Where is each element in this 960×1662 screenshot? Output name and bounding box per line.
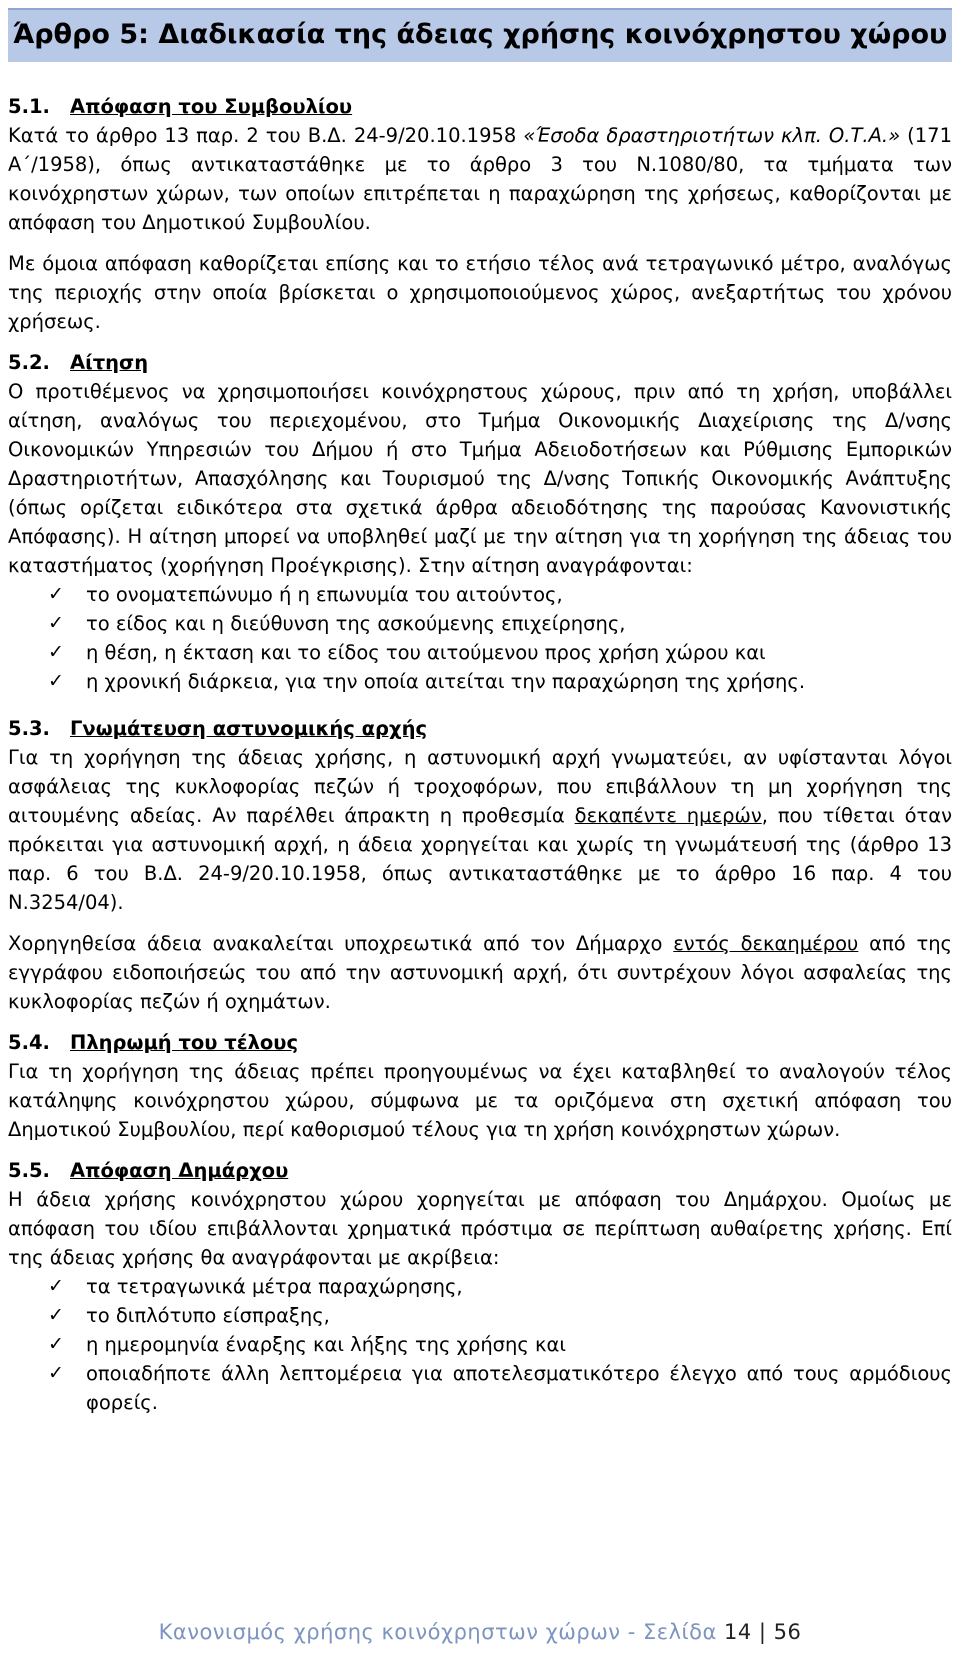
section-5-3-heading [8, 714, 952, 743]
section-title: Πληρωμή του τέλους [70, 1031, 299, 1054]
list-item: ✓ οποιαδήποτε άλλη λεπτομέρεια για αποτελεσματικότερο έλεγχο από τους αρμόδιους φορείς. [8, 1359, 952, 1417]
section-5-3-paragraph-2: Χορηγηθείσα άδεια ανακαλείται υποχρεωτικά από τον Δήμαρχο εντός δεκαημέρου από της εγγράφου ειδοποιήσεώς του από την αστυνομική αρχή, ότι συντρέχουν λόγοι ασφαλείας της κυκλοφορίας πεζών ή οχημάτων. [8, 932, 952, 1013]
section-title: Απόφαση του Συμβουλίου [70, 95, 353, 118]
footer-text: Κανονισμός χρήσης κοινόχρηστων χώρων - Σελίδα [158, 1620, 724, 1644]
list-item: ✓ η θέση, η έκταση και το είδος του αιτούμενου προς χρήση χώρου και [8, 638, 952, 667]
checkmark-icon: ✓ [48, 670, 64, 692]
section-5-5-paragraph-1: Η άδεια χρήσης κοινόχρηστου χώρου χορηγείται με απόφαση του Δημάρχου. Ομοίως με απόφαση του ιδίου επιβάλλονται χρηματικά πρόστιμα σε περίπτωση αυθαίρετης χρήσης. Επί της άδειας χρήσης θα αναγράφονται με ακρίβεια: [8, 1188, 952, 1269]
list-item: ✓ τα τετραγωνικά μέτρα παραχώρησης, [8, 1272, 952, 1301]
license-items-list [8, 1272, 952, 1417]
section-title: Γνωμάτευση αστυνομικής αρχής [70, 717, 428, 740]
checkmark-icon: ✓ [48, 641, 64, 663]
section-5-1-paragraph-1: Κατά το άρθρο 13 παρ. 2 του Β.Δ. 24-9/20.10.1958 «Έσοδα δραστηριοτήτων κλπ. Ο.Τ.Α.» (171 Α΄/1958), όπως αντικαταστάθηκε με το άρθρο 3 του Ν.1080/80, τα τμήματα των κοινόχρηστων χώρων, των οποίων επιτρέπεται η παραχώρηση της χρήσεως, καθορίζονται με απόφαση του Δημοτικού Συμβουλίου. [8, 124, 952, 234]
checkmark-icon: ✓ [48, 612, 64, 634]
checkmark-icon: ✓ [48, 1304, 64, 1326]
section-5-5-heading [8, 1156, 952, 1185]
checkmark-icon: ✓ [48, 583, 64, 605]
section-5-2-paragraph-1: Ο προτιθέμενος να χρησιμοποιήσει κοινόχρηστους χώρους, πριν από τη χρήση, υποβάλλει αίτηση, αναλόγως του περιεχομένου, στο Τμήμα Οικονομικής Διαχείρισης της Δ/νσης Οικονομικών Υπηρεσιών του Δήμου ή στο Τμήμα Αδειοδοτήσεων και Ρύθμισης Εμπορικών Δραστηριοτήτων, Απασχόλησης και Τουρισμού της Δ/νσης Τοπικής Οικονομικής Ανάπτυξης (όπως ορίζεται ειδικότερα στα σχετικά άρθρα αδειοδότησης της παρούσας Κανονιστικής Απόφασης). Η αίτηση μπορεί να υποβληθεί μαζί με την αίτηση για τη χορήγηση της άδειας του καταστήματος (χορήγηση Προέγκρισης). Στην αίτηση αναγράφονται: [8, 380, 952, 577]
section-number: 5.5. [8, 1159, 50, 1182]
section-5-4-heading [8, 1028, 952, 1057]
checkmark-icon: ✓ [48, 1275, 64, 1297]
section-number: 5.4. [8, 1031, 50, 1054]
article-title: Άρθρο 5: Διαδικασία της άδειας χρήσης κοινόχρηστου χώρου [8, 8, 952, 62]
page-footer [0, 1620, 960, 1644]
list-item: ✓ το διπλότυπο είσπραξης, [8, 1301, 952, 1330]
section-5-4-paragraph-1: Για τη χορήγηση της άδειας πρέπει προηγουμένως να έχει καταβληθεί το αναλογούν τέλος κατάληψης κοινόχρηστου χώρου, σύμφωνα με τα οριζόμενα στη σχετική απόφαση του Δημοτικού Συμβουλίου, περί καθορισμού τέλους για τη χρήση κοινόχρηστων χώρων. [8, 1060, 952, 1141]
section-5-3-paragraph-1: Για τη χορήγηση της άδειας χρήσης, η αστυνομική αρχή γνωματεύει, αν υφίστανται λόγοι ασφάλειας της κυκλοφορίας πεζών ή τροχοφόρων, που επιβάλλουν τη μη χορήγηση της αιτουμένης αδείας. Αν παρέλθει άπρακτη η προθεσμία δεκαπέντε ημερών, που τίθεται όταν πρόκειται για αστυνομική αρχή, η άδεια χορηγείται και χωρίς τη γνωμάτευσή της (άρθρο 13 παρ. 6 του Β.Δ. 24-9/20.10.1958, όπως αντικαταστάθηκε με το άρθρο 16 παρ. 4 του Ν.3254/04). [8, 746, 952, 914]
page-number: 14 [723, 1620, 752, 1644]
section-5-1-paragraph-2: Με όμοια απόφαση καθορίζεται επίσης και το ετήσιο τέλος ανά τετραγωνικό μέτρο, αναλόγως της περιοχής στην οποία βρίσκεται ο χρησιμοποιούμενος χώρος, ανεξαρτήτως του χρόνου χρήσεως. [8, 252, 952, 333]
list-item: ✓ το ονοματεπώνυμο ή η επωνυμία του αιτούντος, [8, 580, 952, 609]
checkmark-icon: ✓ [48, 1333, 64, 1355]
page-separator: | [751, 1620, 774, 1644]
application-items-list [8, 580, 952, 696]
section-5-2-heading [8, 348, 952, 377]
document-page [8, 8, 952, 1417]
list-item: ✓ η χρονική διάρκεια, για την οποία αιτείται την παραχώρηση της χρήσης. [8, 667, 952, 696]
section-title: Απόφαση Δημάρχου [70, 1159, 289, 1182]
section-number: 5.1. [8, 95, 50, 118]
section-5-1-heading [8, 92, 952, 121]
page-total: 56 [773, 1620, 802, 1644]
checkmark-icon: ✓ [48, 1362, 64, 1384]
section-number: 5.3. [8, 717, 50, 740]
section-title: Αίτηση [70, 351, 149, 374]
section-number: 5.2. [8, 351, 50, 374]
list-item: ✓ το είδος και η διεύθυνση της ασκούμενης επιχείρησης, [8, 609, 952, 638]
list-item: ✓ η ημερομηνία έναρξης και λήξης της χρήσης και [8, 1330, 952, 1359]
